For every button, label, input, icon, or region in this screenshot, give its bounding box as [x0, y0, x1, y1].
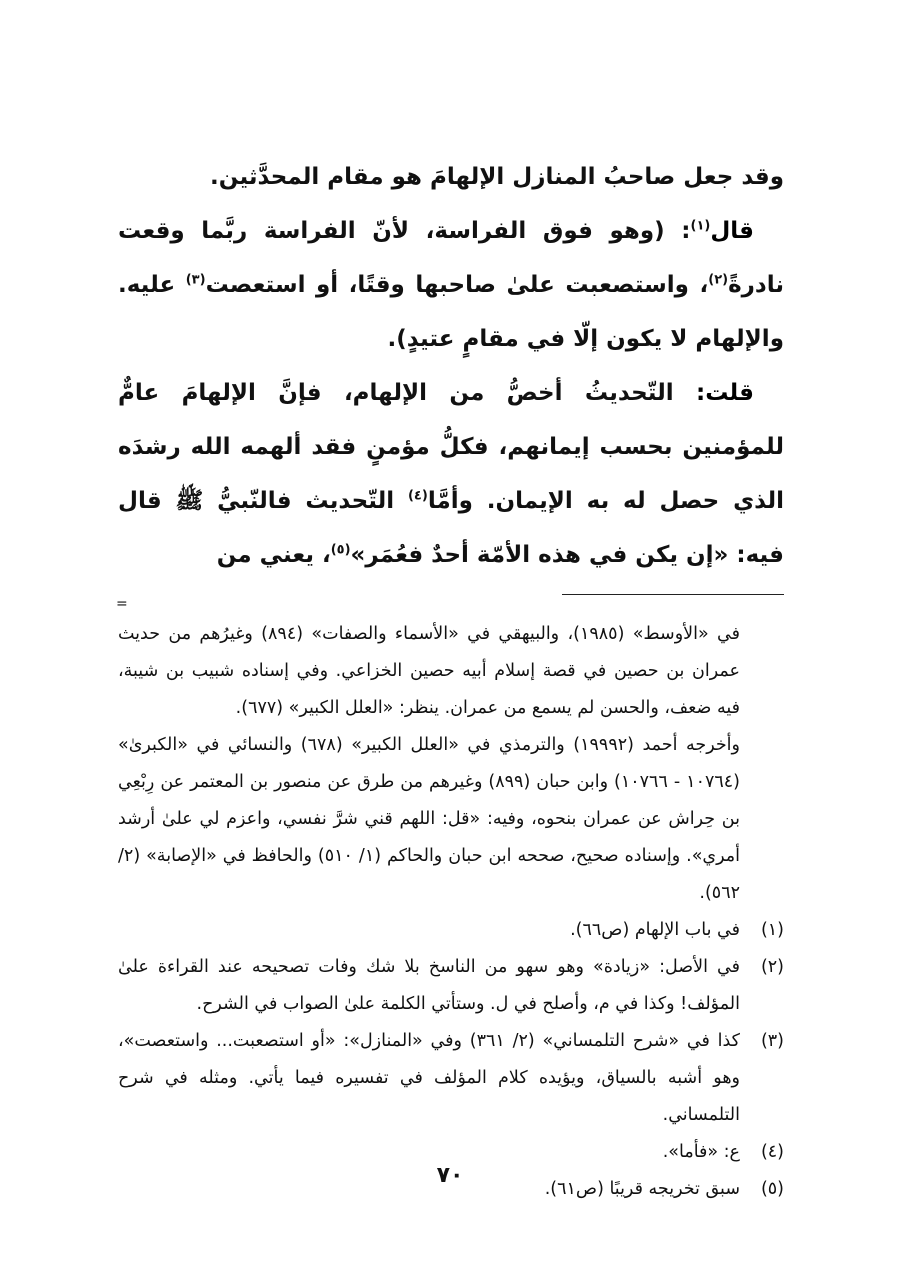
paragraph-2: [118, 204, 784, 366]
footnote-ref-2[interactable]: (٢): [708, 272, 729, 288]
para3-text-c: ، يعني من: [216, 542, 331, 568]
footnotes: [118, 616, 784, 1208]
footnote-1: [118, 912, 784, 949]
footnote-ref-1[interactable]: (١): [690, 218, 711, 234]
footnote-ref-5[interactable]: (٥): [330, 542, 351, 558]
footnote-2: [118, 949, 784, 1023]
footnote-number: (٣): [760, 1031, 784, 1051]
footnote-number: (٥): [760, 1179, 784, 1199]
footnote-3: [118, 1023, 784, 1134]
para3-text-b: التّحديث فالنّبيُّ ﷺ قال فيه: «إن يكن في هذه الأمّة أحدٌ فعُمَر»: [118, 488, 784, 568]
continuation-mark: =: [116, 596, 128, 612]
page-body: [118, 150, 784, 1208]
footnote-separator: [118, 590, 784, 616]
footnote-ref-3[interactable]: (٣): [185, 272, 206, 288]
footnote-number: (٤): [760, 1142, 784, 1162]
footnote-text: كذا في «شرح التلمساني» (٢/ ٣٦١) وفي «المنازل»: «أو استصعبت... واستعصت»، وهو أشبه بالسياق، ويؤيده كلام المؤلف في تفسيره فيما يأتي. ومثله في شرح التلمساني.: [118, 1031, 740, 1125]
footnote-number: (٢): [760, 957, 784, 977]
paragraph-1: وقد جعل صاحبُ المنازل الإلهامَ هو مقام المحدَّثين.: [210, 164, 784, 190]
para3-text-a: التّحديثُ أخصُّ من الإلهام، فإنَّ الإلهامَ عامٌّ للمؤمنين بحسب إيمانهم، فكلُّ مؤمنٍ فقد ألهمه الله رشدَه الذي حصل له به الإيمان. وأمَّا: [118, 380, 784, 514]
para2-text-c: عليه. والإلهام لا يكون إلّا في مقامٍ عتيدٍ).: [118, 272, 784, 352]
footnote-ref-4[interactable]: (٤): [407, 488, 428, 504]
para2-label: قال: [710, 218, 754, 244]
footnote-text: في باب الإلهام (ص٦٦).: [570, 920, 740, 940]
page-number: ٧٠: [436, 1163, 464, 1188]
main-text: [118, 150, 784, 582]
separator-rule: [562, 594, 784, 595]
footnote-continuation-1: في «الأوسط» (١٩٨٥)، والبيهقي في «الأسماء والصفات» (٨٩٤) وغيرُهم من حديث عمران بن حصين في قصة إسلام أبيه حصين الخزاعي. وفي إسناده شبيب بن شيبة، فيه ضعف، والحسن لم يسمع من عمران. ينظر: «العلل الكبير» (٦٧٧).: [118, 624, 740, 718]
footnote-text: ع: «فأما».: [662, 1142, 740, 1162]
para3-label: قلت:: [696, 380, 754, 406]
para2-text-a: : (وهو فوق الفراسة، لأنّ الفراسة ربَّما وقعت نادرةً: [118, 218, 784, 298]
footnote-continuation-2: وأخرجه أحمد (١٩٩٩٢) والترمذي في «العلل الكبير» (٦٧٨) والنسائي في «الكبرىٰ» (١٠٧٦٤ - ١٠٧٦٦) وابن حبان (٨٩٩) وغيرهم من طرق عن منصور بن المعتمر عن رِبْعِي بن حِراش عن عمران بنحوه، وفيه: «قل: اللهم قني شرَّ نفسي، واعزم لي علىٰ أرشد أمري». وإسناده صحيح، صححه ابن حبان والحاكم (١/ ٥١٠) والحافظ في «الإصابة» (٢/ ٥٦٢).: [118, 735, 741, 903]
footnote-text: سبق تخريجه قريبًا (ص٦١).: [544, 1179, 740, 1199]
footnote-text: في الأصل: «زيادة» وهو سهو من الناسخ بلا شك وفات تصحيحه عند القراءة علىٰ المؤلف! وكذا في م، وأصلح في ل. وستأتي الكلمة علىٰ الصواب في الشرح.: [118, 957, 740, 1014]
para2-text-b: ، واستصعبت علىٰ صاحبها وقتًا، أو استعصت: [205, 272, 709, 298]
footnote-number: (١): [760, 920, 784, 940]
paragraph-3: [118, 366, 784, 582]
